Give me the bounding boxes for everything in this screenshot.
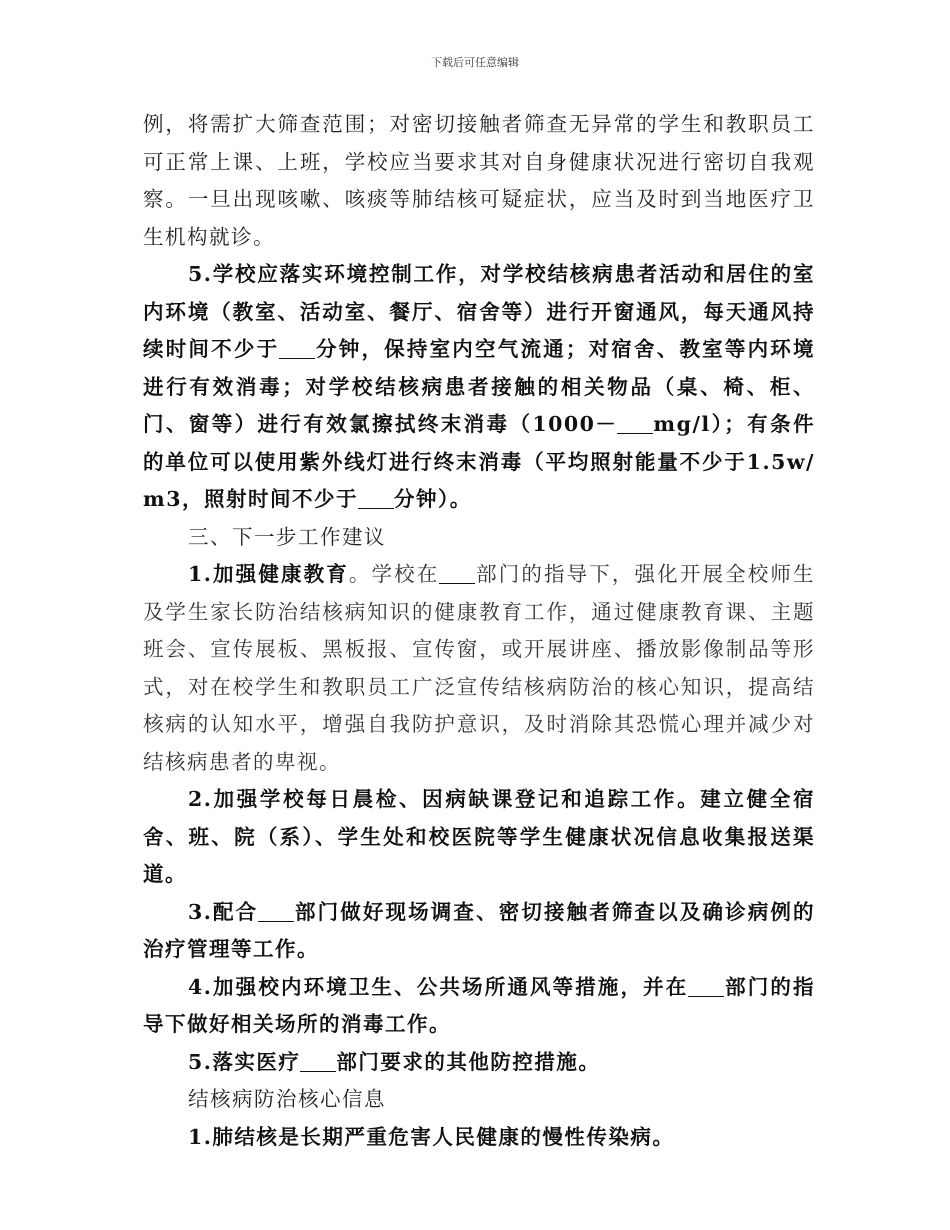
subheading-core-info: 结核病防治核心信息: [188, 1087, 386, 1111]
text-segment: 。学校在: [348, 562, 440, 586]
text-segment: 4.加强校内环境卫生、公共场所通风等措施，并在: [188, 974, 689, 999]
blank-line: [300, 1051, 336, 1072]
blank-line: [439, 563, 475, 584]
page-header: 下载后可任意编辑: [431, 56, 519, 69]
text-segment: mg/l）；有条件的单位可以使用紫外线灯进行终末消毒（平均照射能量不少于1.5w/m3，照射时间不少于: [143, 412, 815, 511]
text-segment: 分钟）。: [393, 487, 472, 511]
text-segment: 5.学校应落实环境控制工作，对学校结核病患者活动和居住的室内环境（教室、活动室、餐厅、宿舍等）进行开窗通风，每天通风持续时间不少于: [143, 262, 815, 361]
blank-line: [688, 976, 724, 997]
blank-line: [279, 338, 315, 359]
text-segment: 部门的指导下，强化开展全校师生及学生家长防治结核病知识的健康教育工作，通过健康教育课、主题班会、宣传展板、黑板报、宣传窗，或开展讲座、播放影像制品等形式，对在校学生和教职员工广泛宣传结核病防治的核心知识，提高结核病的认知水平，增强自我防护意识，及时消除其恐慌心理并减少对结核病患者的卑视。: [143, 562, 816, 774]
paragraph-health-education: [143, 556, 815, 781]
blank-line: [258, 901, 294, 922]
text-segment: 2.加强学校每日晨检、因病缺课登记和追踪工作。建立健全宿舍、班、院（系）、学生处和校医院等学生健康状况信息收集报送渠道。: [143, 787, 815, 886]
text-segment: 分钟，保持室内空气流通；对宿舍、教室等内环境进行有效消毒；对学校结核病患者接触的相关物品（桌、椅、柜、门、窗等）进行有效氯擦拭终末消毒（1000－: [143, 337, 816, 436]
text-segment: 部门的指导下做好相关场所的消毒工作。: [143, 974, 816, 1036]
paragraph-core-info-1: [143, 1119, 815, 1157]
blank-line: [358, 488, 394, 509]
paragraph-other-measures: [143, 1044, 815, 1082]
paragraph-cooperate: [143, 894, 815, 969]
text-segment: 5.落实医疗: [188, 1049, 301, 1074]
paragraph-environment-control: [143, 256, 815, 519]
text-segment: 部门要求的其他防控措施。: [336, 1049, 601, 1074]
blank-line: [617, 413, 653, 434]
paragraph-hygiene: [143, 969, 815, 1044]
document-body: [143, 106, 815, 1156]
section-heading: 三、下一步工作建议: [188, 524, 386, 549]
text-segment: 部门做好现场调查、密切接触者筛查以及确诊病例的治疗管理等工作。: [143, 899, 816, 961]
text-segment: 1.肺结核是长期严重危害人民健康的慢性传染病。: [188, 1124, 675, 1149]
paragraph-continuation: 例，将需扩大筛查范围；对密切接触者筛查无异常的学生和教职员工可正常上课、上班，学校应当要求其对自身健康状况进行密切自我观察。一旦出现咳嗽、咳痰等肺结核可疑症状，应当及时到当地医疗卫生机构就诊。: [143, 112, 815, 249]
paragraph-morning-check: [143, 781, 815, 894]
text-segment: 3.配合: [188, 899, 259, 924]
bold-lead: 1.加强健康教育: [188, 562, 349, 586]
